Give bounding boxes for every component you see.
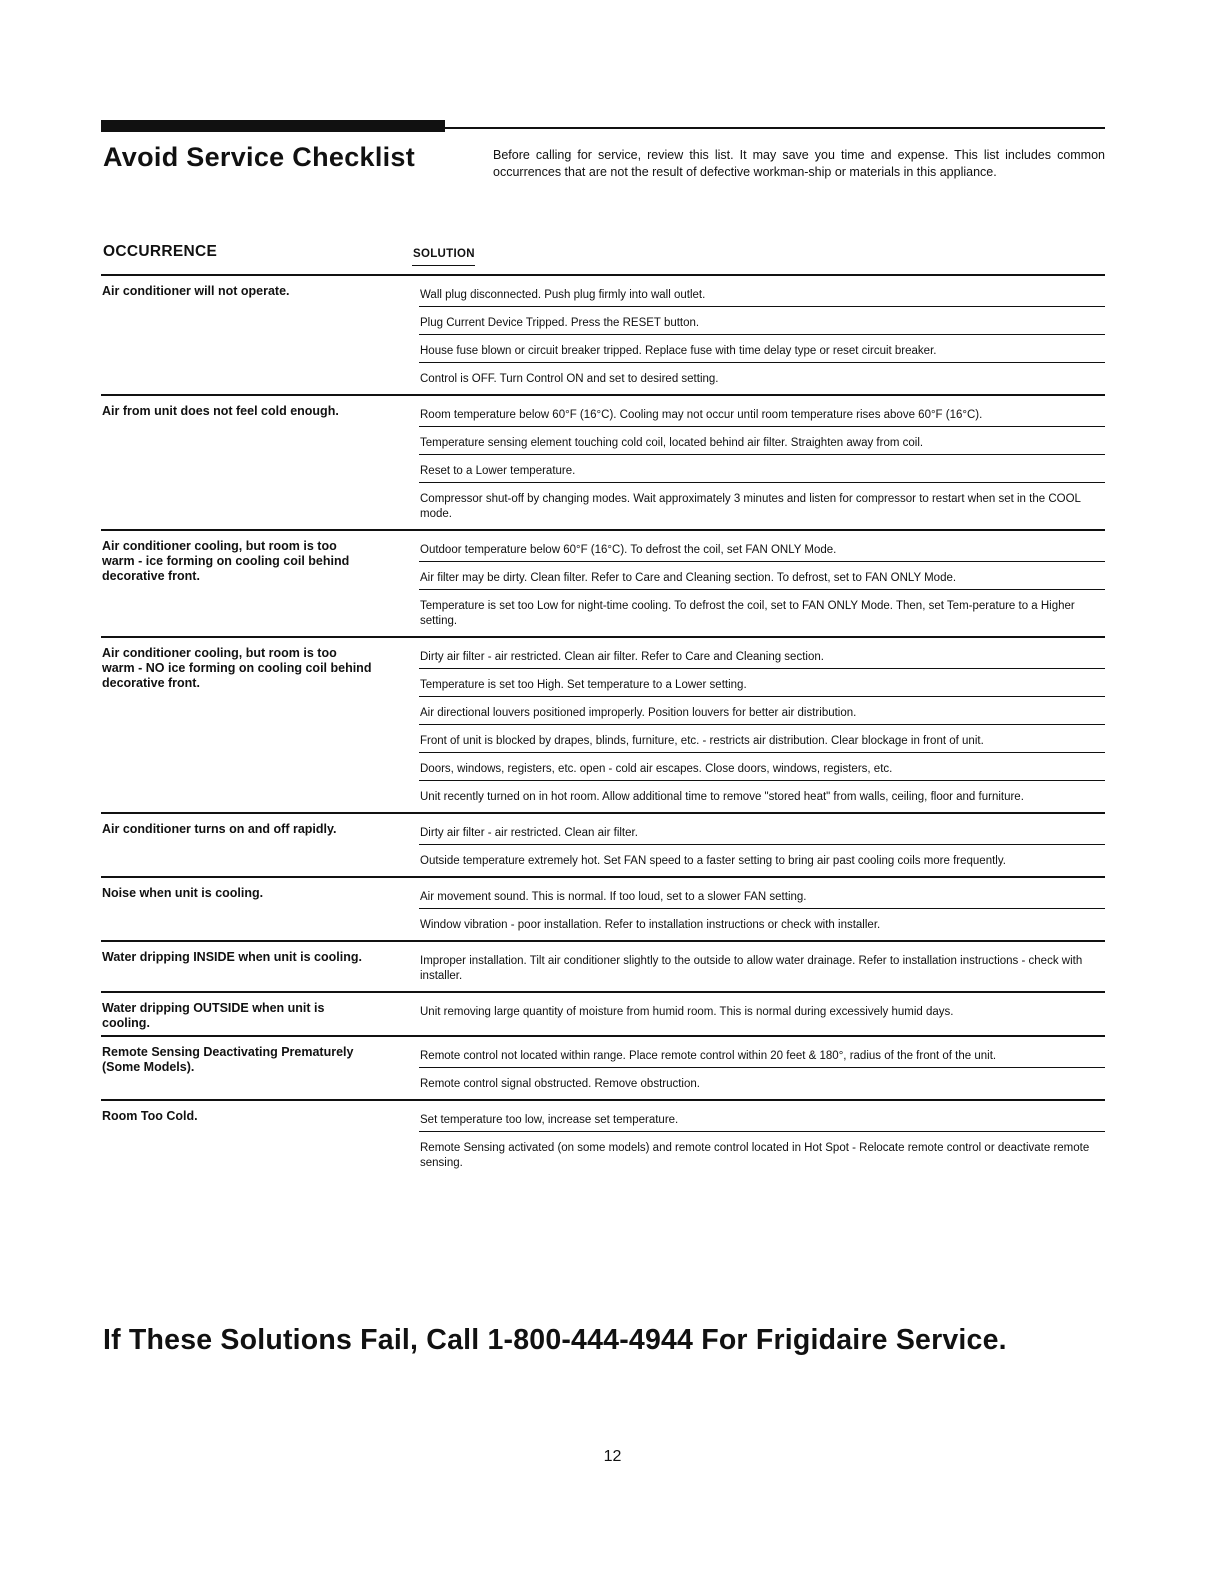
- header-rule-thin: [101, 127, 1105, 129]
- solution-item: Window vibration - poor installation. Refer to installation instructions or check with installer.: [420, 919, 881, 931]
- checklist-row: [101, 274, 1105, 394]
- occurrence-text: Remote Sensing Deactivating Prematurely (Some Models).: [102, 1045, 354, 1074]
- intro-paragraph: Before calling for service, review this list. It may save you time and expense. This list includes common occurrences that are not the result of defective workman-ship or materials in this appliance.: [493, 148, 1105, 179]
- solution-item: Air movement sound. This is normal. If too loud, set to a slower FAN setting.: [419, 886, 1105, 909]
- solution-item: Remote Sensing activated (on some models) and remote control located in Hot Spot - Relocate remote control or deactivate remote sensing.: [420, 1142, 1090, 1169]
- occurrence-text: Water dripping INSIDE when unit is cooling.: [102, 950, 362, 964]
- solution-item: Plug Current Device Tripped. Press the RESET button.: [419, 312, 1105, 335]
- occurrence-text: Air conditioner turns on and off rapidly.: [102, 822, 337, 836]
- solution-list: [419, 539, 1105, 632]
- solution-list: [419, 822, 1105, 872]
- checklist-row: [101, 940, 1105, 991]
- checklist-row: [101, 636, 1105, 812]
- solution-item: Doors, windows, registers, etc. open - cold air escapes. Close doors, windows, registers, etc.: [419, 758, 1105, 781]
- solution-list: [419, 404, 1105, 525]
- solution-item: Air filter may be dirty. Clean filter. Refer to Care and Cleaning section. To defrost, set to FAN ONLY Mode.: [419, 567, 1105, 590]
- solution-item: Outdoor temperature below 60°F (16°C). To defrost the coil, set FAN ONLY Mode.: [419, 539, 1105, 562]
- solution-item: Remote control signal obstructed. Remove obstruction.: [420, 1078, 700, 1090]
- checklist-row: [101, 1035, 1105, 1099]
- page-number: 12: [603, 1448, 622, 1465]
- solution-list: [419, 950, 1105, 987]
- solution-item: Dirty air filter - air restricted. Clean air filter.: [419, 822, 1105, 845]
- checklist-row: [101, 529, 1105, 636]
- solution-item: Dirty air filter - air restricted. Clean air filter. Refer to Care and Cleaning section.: [419, 646, 1105, 669]
- occurrence-text: Air conditioner cooling, but room is too warm - NO ice forming on cooling coil behind decorative front.: [102, 646, 372, 690]
- checklist-table: [101, 274, 1105, 1178]
- solution-item: House fuse blown or circuit breaker tripped. Replace fuse with time delay type or reset circuit breaker.: [419, 340, 1105, 363]
- solution-list: [419, 284, 1105, 390]
- solution-list: [419, 646, 1105, 808]
- occurrence-text: Noise when unit is cooling.: [102, 886, 264, 900]
- solution-item: Improper installation. Tilt air conditioner slightly to the outside to allow water drainage. Refer to installation instructions - check with installer.: [420, 955, 1083, 982]
- page-title: Avoid Service Checklist: [103, 142, 416, 172]
- solution-item: Remote control not located within range. Place remote control within 20 feet & 180°, radius of the front of the unit.: [419, 1045, 1105, 1068]
- occurrence-text: Room Too Cold.: [102, 1109, 198, 1123]
- occurrence-column-header: OCCURRENCE: [103, 243, 218, 260]
- header-rule-thick: [101, 120, 445, 132]
- solution-list: [419, 1001, 1105, 1031]
- checklist-row: [101, 812, 1105, 876]
- solution-item: Temperature is set too High. Set temperature to a Lower setting.: [419, 674, 1105, 697]
- solution-item: Compressor shut-off by changing modes. Wait approximately 3 minutes and listen for compressor to restart when set in the COOL mode.: [420, 493, 1081, 520]
- occurrence-text: Water dripping OUTSIDE when unit is cooling.: [102, 1001, 325, 1030]
- service-call-footer: If These Solutions Fail, Call 1-800-444-4944 For Frigidaire Service.: [103, 1324, 1007, 1356]
- checklist-row: [101, 394, 1105, 529]
- solution-column-header: SOLUTION: [412, 243, 475, 266]
- solution-item: Air directional louvers positioned improperly. Position louvers for better air distribution.: [419, 702, 1105, 725]
- solution-item: Outside temperature extremely hot. Set FAN speed to a faster setting to bring air past cooling coils more frequently.: [420, 855, 1006, 867]
- checklist-row: [101, 1099, 1105, 1178]
- solution-list: [419, 1045, 1105, 1095]
- solution-item: Wall plug disconnected. Push plug firmly into wall outlet.: [419, 284, 1105, 307]
- occurrence-text: Air from unit does not feel cold enough.: [102, 404, 339, 418]
- occurrence-text: Air conditioner will not operate.: [102, 284, 290, 298]
- solution-item: Unit removing large quantity of moisture from humid room. This is normal during excessively humid days.: [420, 1006, 954, 1018]
- checklist-row: [101, 876, 1105, 940]
- solution-item: Reset to a Lower temperature.: [419, 460, 1105, 483]
- solution-item: Unit recently turned on in hot room. Allow additional time to remove "stored heat" from walls, ceiling, floor and furniture.: [420, 791, 1024, 803]
- solution-item: Temperature is set too Low for night-time cooling. To defrost the coil, set to FAN ONLY Mode. Then, set Tem-perature to a Higher setting.: [420, 600, 1075, 627]
- occurrence-text: Air conditioner cooling, but room is too warm - ice forming on cooling coil behind decorative front.: [102, 539, 350, 583]
- solution-item: Front of unit is blocked by drapes, blinds, furniture, etc. - restricts air distribution. Clear blockage in front of unit.: [419, 730, 1105, 753]
- checklist-row: [101, 991, 1105, 1035]
- solution-list: [419, 886, 1105, 936]
- solution-item: Control is OFF. Turn Control ON and set to desired setting.: [420, 373, 719, 385]
- solution-list: [419, 1109, 1105, 1174]
- solution-item: Room temperature below 60°F (16°C). Cooling may not occur until room temperature rises above 60°F (16°C).: [419, 404, 1105, 427]
- solution-item: Set temperature too low, increase set temperature.: [419, 1109, 1105, 1132]
- solution-item: Temperature sensing element touching cold coil, located behind air filter. Straighten away from coil.: [419, 432, 1105, 455]
